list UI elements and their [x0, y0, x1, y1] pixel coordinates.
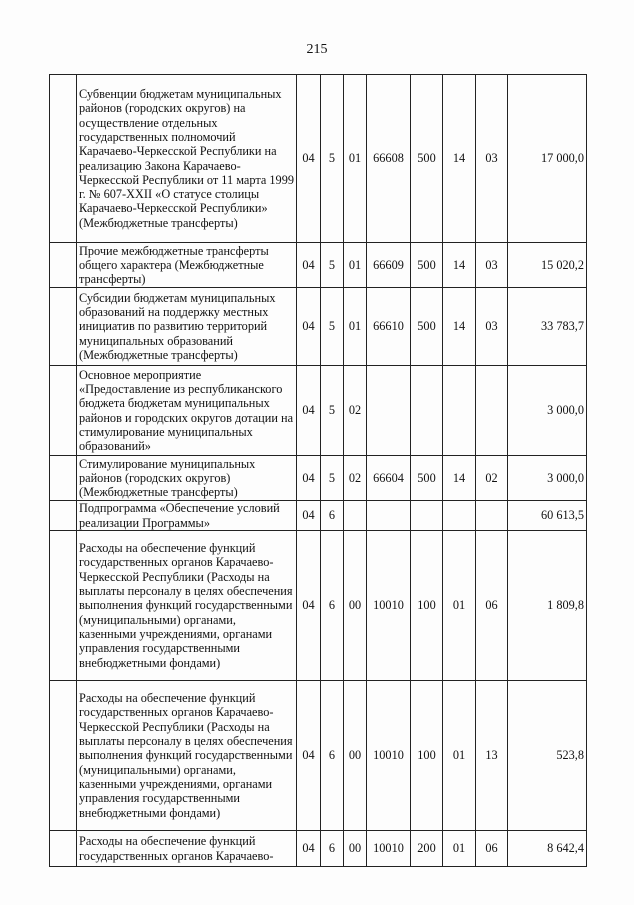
- amount-cell: 60 613,5: [508, 501, 587, 531]
- code-subsection: 13: [476, 681, 508, 831]
- page-number: 215: [306, 42, 328, 57]
- code-direction: 10010: [367, 831, 411, 867]
- row-gutter: [50, 831, 77, 867]
- code-subsection: 03: [476, 75, 508, 243]
- code-subprogram: 6: [321, 681, 344, 831]
- amount-cell: 17 000,0: [508, 75, 587, 243]
- table-row: [50, 243, 587, 288]
- code-expense-type: 500: [411, 75, 443, 243]
- row-description: Расходы на обеспечение функций государственных органов Карачаево-Черкесской Республики (Расходы на выплаты персоналу в целях обеспечения выполнения функций государственными (муниципальными) органами, казенными учреждениями, органами управления государственными внебюджетными фондами): [77, 681, 297, 831]
- amount-cell: 8 642,4: [508, 831, 587, 867]
- code-program: 04: [297, 288, 321, 366]
- row-gutter: [50, 243, 77, 288]
- code-program: 04: [297, 366, 321, 456]
- budget-table: [49, 74, 587, 867]
- code-subprogram: 5: [321, 75, 344, 243]
- code-direction: [367, 501, 411, 531]
- code-event: [344, 501, 367, 531]
- table-row: [50, 75, 587, 243]
- row-description: Стимулирование муниципальных районов (городских округов) (Межбюджетные трансферты): [77, 456, 297, 501]
- row-gutter: [50, 288, 77, 366]
- code-subprogram: 5: [321, 366, 344, 456]
- row-gutter: [50, 531, 77, 681]
- code-event: 02: [344, 366, 367, 456]
- table-row: [50, 456, 587, 501]
- table-row: [50, 681, 587, 831]
- code-program: 04: [297, 501, 321, 531]
- code-section: [443, 366, 476, 456]
- code-event: 00: [344, 831, 367, 867]
- row-gutter: [50, 366, 77, 456]
- code-subprogram: 6: [321, 831, 344, 867]
- row-gutter: [50, 681, 77, 831]
- code-subsection: 03: [476, 288, 508, 366]
- code-section: 14: [443, 456, 476, 501]
- amount-cell: 15 020,2: [508, 243, 587, 288]
- code-expense-type: 200: [411, 831, 443, 867]
- table-row: [50, 366, 587, 456]
- code-expense-type: 500: [411, 243, 443, 288]
- table-row: [50, 831, 587, 867]
- amount-cell: 1 809,8: [508, 531, 587, 681]
- code-direction: [367, 366, 411, 456]
- code-program: 04: [297, 681, 321, 831]
- row-description: Основное мероприятие «Предоставление из республиканского бюджета бюджетам муниципальных районов и городских округов дотации на стимулирование муниципальных образований»: [77, 366, 297, 456]
- code-section: 01: [443, 531, 476, 681]
- code-subprogram: 6: [321, 501, 344, 531]
- code-subsection: 02: [476, 456, 508, 501]
- code-subsection: 06: [476, 531, 508, 681]
- code-event: 00: [344, 531, 367, 681]
- code-subsection: [476, 366, 508, 456]
- code-subsection: [476, 501, 508, 531]
- code-program: 04: [297, 531, 321, 681]
- row-description: Подпрограмма «Обеспечение условий реализации Программы»: [77, 501, 297, 531]
- row-description: Прочие межбюджетные трансферты общего характера (Межбюджетные трансферты): [77, 243, 297, 288]
- code-expense-type: 100: [411, 531, 443, 681]
- code-expense-type: [411, 501, 443, 531]
- code-expense-type: [411, 366, 443, 456]
- code-subprogram: 5: [321, 243, 344, 288]
- code-expense-type: 500: [411, 288, 443, 366]
- code-subsection: 06: [476, 831, 508, 867]
- code-direction: 66608: [367, 75, 411, 243]
- code-section: 01: [443, 681, 476, 831]
- code-direction: 66610: [367, 288, 411, 366]
- code-event: 01: [344, 75, 367, 243]
- code-expense-type: 100: [411, 681, 443, 831]
- code-section: 14: [443, 288, 476, 366]
- code-event: 01: [344, 243, 367, 288]
- row-description: Субсидии бюджетам муниципальных образований на поддержку местных инициатив по развитию территорий муниципальных образований (Межбюджетные трансферты): [77, 288, 297, 366]
- code-program: 04: [297, 75, 321, 243]
- table-row: [50, 501, 587, 531]
- code-direction: 66609: [367, 243, 411, 288]
- code-section: [443, 501, 476, 531]
- code-section: 14: [443, 75, 476, 243]
- table-row: [50, 531, 587, 681]
- amount-cell: 3 000,0: [508, 366, 587, 456]
- code-expense-type: 500: [411, 456, 443, 501]
- code-event: 02: [344, 456, 367, 501]
- row-description: Расходы на обеспечение функций государственных органов Карачаево-Черкесской Республики (Расходы на выплаты персоналу в целях обеспечения выполнения функций государственными (муниципальными) органами, казенными учреждениями, органами управления государственными внебюджетными фондами): [77, 531, 297, 681]
- code-program: 04: [297, 243, 321, 288]
- amount-cell: 3 000,0: [508, 456, 587, 501]
- amount-cell: 523,8: [508, 681, 587, 831]
- table-row: [50, 288, 587, 366]
- row-gutter: [50, 456, 77, 501]
- code-event: 01: [344, 288, 367, 366]
- code-program: 04: [297, 456, 321, 501]
- row-description: Субвенции бюджетам муниципальных районов (городских округов) на осуществление отдельных государственных полномочий Карачаево-Черкесской Республики на реализацию Закона Карачаево-Черкесской Республики от 11 марта 1999 г. № 607-XXII «О статусе столицы Карачаево-Черкесской Республики» (Межбюджетные трансферты): [77, 75, 297, 243]
- amount-cell: 33 783,7: [508, 288, 587, 366]
- code-direction: 66604: [367, 456, 411, 501]
- code-direction: 10010: [367, 681, 411, 831]
- code-direction: 10010: [367, 531, 411, 681]
- code-subprogram: 6: [321, 531, 344, 681]
- row-gutter: [50, 501, 77, 531]
- code-event: 00: [344, 681, 367, 831]
- table-body: [50, 75, 587, 867]
- code-section: 14: [443, 243, 476, 288]
- row-description: Расходы на обеспечение функций государственных органов Карачаево-: [77, 831, 297, 867]
- code-program: 04: [297, 831, 321, 867]
- row-gutter: [50, 75, 77, 243]
- code-subsection: 03: [476, 243, 508, 288]
- code-section: 01: [443, 831, 476, 867]
- code-subprogram: 5: [321, 456, 344, 501]
- code-subprogram: 5: [321, 288, 344, 366]
